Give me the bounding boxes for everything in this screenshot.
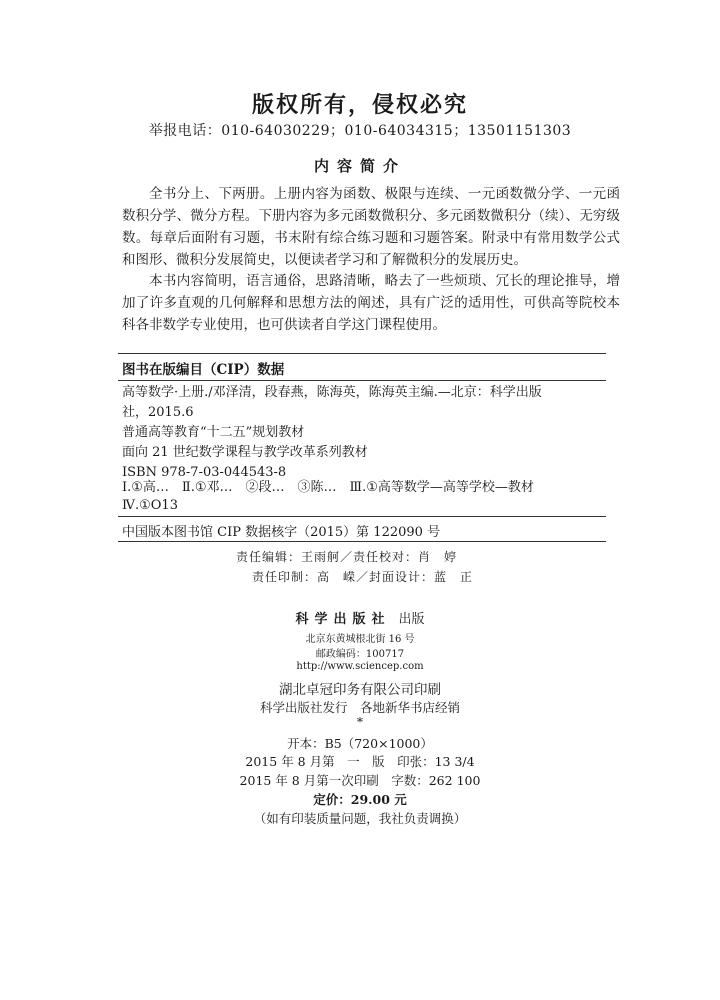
edition-info: 2015 年 8 月第 一 版 印张：13 3/4 — [245, 754, 475, 769]
copyright-title: 版权所有，侵权必究 — [251, 92, 468, 118]
separator-star: * — [356, 714, 364, 729]
intro-heading: 内容简介 — [313, 157, 406, 175]
divider-bottom — [118, 541, 606, 542]
cip-line: 普通高等教育“十二五”规划教材 — [122, 425, 305, 440]
intro-paragraph-1: 全书分上、下两册。上册内容为函数、极限与连续、一元函数微分学、一元函数积分学、微分方程。下册内容为多元函数微积分、多元函数微积分（续）、无穷级数。每章后面附有习题，书末附有综合练习题和习题答案。附录中有常用数学公式和图形、微积分发展简史，以便读者学习和了解微积分的发展历史。 — [122, 186, 620, 268]
staff-production: 责任印制：高 嵘／封面设计：蓝 正 — [252, 570, 474, 584]
book-format: 开本：B5（720×1000） — [287, 736, 433, 751]
intro-paragraph-2: 本书内容简明，语言通俗，思路清晰，略去了一些烦琐、冗长的理论推导，增加了许多直观的几何解释和思想方法的阐述，具有广泛的适用性，可供高等院校本科各非数学专业使用，也可供读者自学这门课程使用。 — [122, 273, 620, 333]
divider-top — [118, 353, 606, 354]
cip-classification-line: Ⅰ.①高… Ⅱ.①邓… ②段… ③陈… Ⅲ.①高等数学—高等学校—教材 — [122, 480, 534, 495]
cip-heading: 图书在版编目（CIP）数据 — [122, 362, 285, 378]
divider-mid — [118, 516, 606, 517]
report-phone: 举报电话：010-64030229；010-64034315；13501151303 — [148, 123, 572, 139]
publisher-line — [0, 608, 720, 627]
cip-line: 面向 21 世纪数学课程与教学改革系列教材 — [122, 445, 368, 460]
divider-cip — [118, 380, 606, 381]
publisher-address: 北京东黄城根北街 16 号 — [305, 634, 415, 645]
price: 定价：29.00 元 — [313, 792, 407, 807]
quality-note: （如有印装质量问题，我社负责调换） — [253, 811, 467, 826]
cip-line: 社，2015.6 — [122, 405, 194, 420]
cip-line: ISBN 978-7-03-044543-8 — [122, 465, 287, 480]
printer: 湖北卓冠印务有限公司印刷 — [279, 682, 441, 698]
publisher-url: http://www.sciencep.com — [296, 661, 424, 672]
cip-number: 中国版本图书馆 CIP 数据核字（2015）第 122090 号 — [122, 525, 441, 540]
publisher-suffix: 出版 — [398, 612, 425, 627]
staff-editors: 责任编辑：王雨舸／责任校对：肖 婷 — [236, 550, 458, 564]
cip-classification-line: Ⅳ.①O13 — [122, 498, 178, 513]
publisher-name: 科学出版社 — [295, 612, 391, 627]
distribution: 科学出版社发行 各地新华书店经销 — [259, 700, 460, 715]
publisher-postcode: 邮政编码：100717 — [315, 649, 405, 660]
cip-line: 高等数学·上册./邓泽清，段春燕，陈海英，陈海英主编.—北京：科学出版 — [122, 385, 542, 400]
printing-info: 2015 年 8 月第一次印刷 字数：262 100 — [239, 773, 481, 788]
